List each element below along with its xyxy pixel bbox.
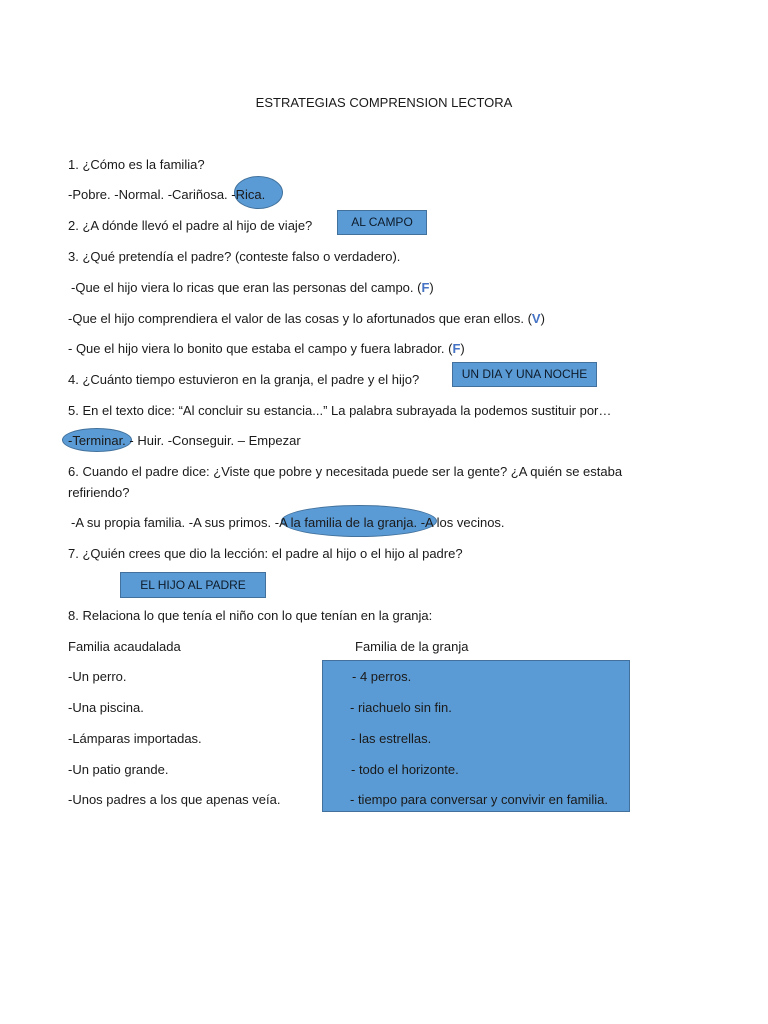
answer-box-q4: UN DIA Y UNA NOCHE [452, 362, 597, 387]
answer-box-q7: EL HIJO AL PADRE [120, 572, 266, 598]
question-6-line-2: refiriendo? [68, 485, 130, 500]
question-8: 8. Relaciona lo que tenía el niño con lo que tenían en la granja: [68, 608, 433, 623]
q5-options: -Terminar. - Huir. -Conseguir. – Empezar [68, 433, 301, 448]
q3-item-2: -Que el hijo comprendiera el valor de las cosas y lo afortunados que eran ellos. (V) [68, 311, 545, 326]
question-4: 4. ¿Cuánto tiempo estuvieron en la granja, el padre y el hijo? [68, 372, 420, 387]
q3-mark-3: F [452, 341, 461, 356]
q3-item-3: - Que el hijo viera lo bonito que estaba el campo y fuera labrador. (F) [68, 341, 465, 356]
question-7: 7. ¿Quién crees que dio la lección: el padre al hijo o el hijo al padre? [68, 546, 463, 561]
q3-mark-1: F [421, 280, 430, 295]
q1-selected-option: -Rica. [231, 187, 266, 202]
q6-options: -A su propia familia. -A sus primos. -A la familia de la granja. -A los vecinos. [71, 515, 505, 530]
page-title: ESTRATEGIAS COMPRENSION LECTORA [255, 95, 513, 110]
right-column-header: Familia de la granja [355, 639, 469, 654]
left-item-4: -Un patio grande. [68, 762, 169, 777]
left-item-5: -Unos padres a los que apenas veía. [68, 792, 281, 807]
right-item-4: - todo el horizonte. [351, 762, 459, 777]
question-5: 5. En el texto dice: “Al concluir su estancia...” La palabra subrayada la podemos sustituir por… [68, 403, 612, 418]
question-1: 1. ¿Cómo es la familia? [68, 157, 205, 172]
answer-box-q2: AL CAMPO [337, 210, 427, 235]
q3-mark-2: V [531, 311, 541, 326]
question-2: 2. ¿A dónde llevó el padre al hijo de viaje? [68, 218, 313, 233]
left-item-3: -Lámparas importadas. [68, 731, 202, 746]
q5-selected-option: -Terminar. [68, 433, 126, 448]
q6-selected-option: -A la familia de la granja. [274, 515, 418, 530]
right-item-1: - 4 perros. [352, 669, 412, 684]
question-3: 3. ¿Qué pretendía el padre? (conteste falso o verdadero). [68, 249, 401, 264]
q1-options: -Pobre. -Normal. -Cariñosa. -Rica. [68, 187, 266, 202]
left-item-1: -Un perro. [68, 669, 127, 684]
right-item-3: - las estrellas. [351, 731, 432, 746]
right-item-5: - tiempo para conversar y convivir en familia. [350, 792, 608, 807]
q3-item-1: -Que el hijo viera lo ricas que eran las personas del campo. (F) [71, 280, 434, 295]
right-item-2: - riachuelo sin fin. [350, 700, 452, 715]
question-6-line-1: 6. Cuando el padre dice: ¿Viste que pobre y necesitada puede ser la gente? ¿A quién se estaba [68, 464, 623, 479]
left-item-2: -Una piscina. [68, 700, 144, 715]
left-column-header: Familia acaudalada [68, 639, 181, 654]
